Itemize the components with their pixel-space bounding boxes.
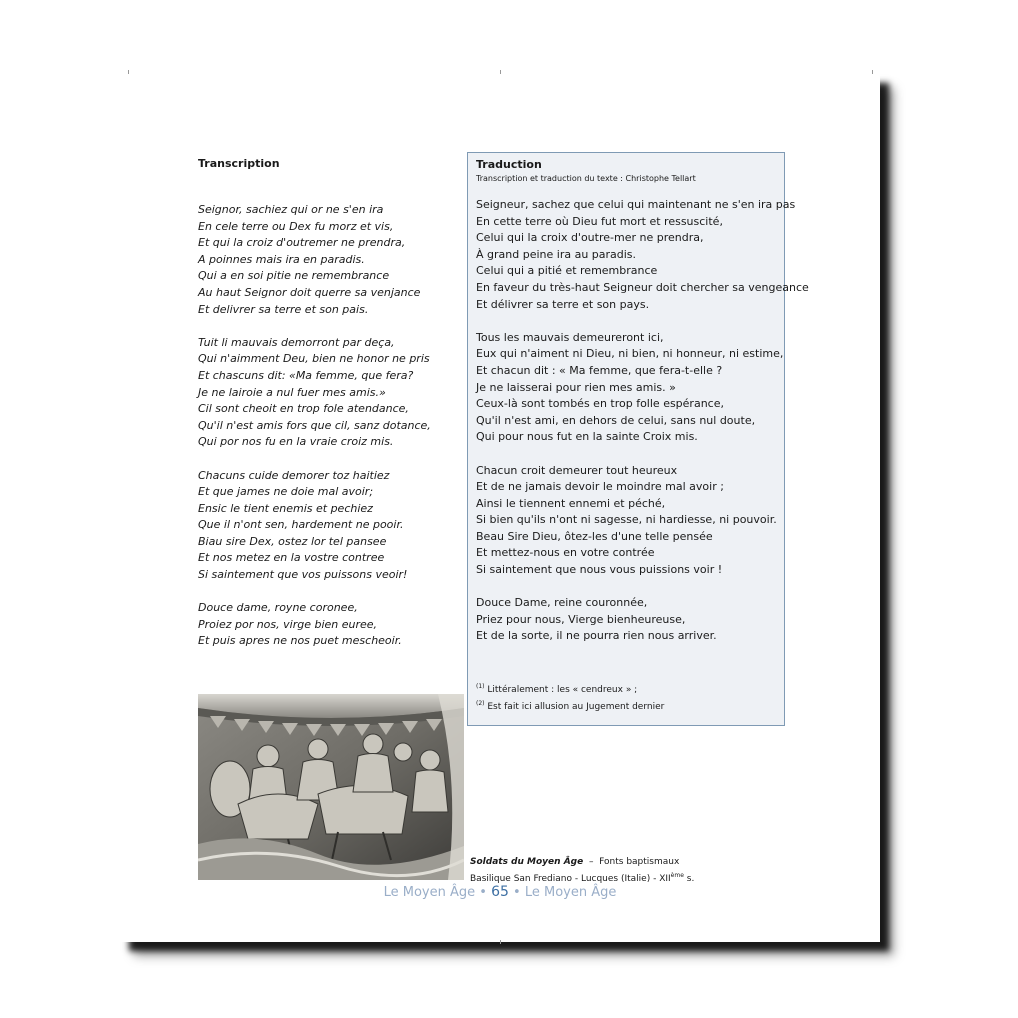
book-page	[120, 74, 880, 942]
verse-line: En cette terre où Dieu fut mort et ressuscité,	[476, 214, 723, 228]
verse-line: Cil sont cheoit en trop fole atendance,	[198, 402, 409, 416]
verse-line: Biau sire Dex, ostez lor tel pansee	[198, 534, 387, 548]
verse-line: Et mettez-nous en votre contrée	[476, 546, 655, 560]
caption-title: Soldats du Moyen Âge	[470, 857, 584, 867]
verse-line: Et de ne jamais devoir le moindre mal avoir ;	[476, 480, 724, 494]
verse-line: Je ne laisserai pour rien mes amis. »	[476, 380, 676, 394]
caption-line1: Fonts baptismaux	[599, 857, 680, 867]
verse-line: Douce Dame, reine couronnée,	[476, 596, 648, 610]
verse-line: Eux qui n'aiment ni Dieu, ni bien, ni honneur, ni estime,	[476, 347, 784, 361]
crop-mark	[872, 70, 873, 74]
footnotes	[476, 680, 780, 714]
verse-line: Qu'il n'est ami, en dehors de celui, sans nul doute,	[476, 413, 756, 427]
verse-line: Si saintement que nous vous puissions voir !	[476, 563, 723, 577]
caption-sup: ème	[670, 872, 684, 879]
footer-separator: •	[513, 885, 521, 900]
verse-line: Qui pour nous fut en la sainte Croix mis.	[476, 430, 698, 444]
verse-line: Qui por nos fu en la vraie croiz mis.	[198, 435, 394, 449]
footnote-mark: (1)	[476, 683, 485, 690]
verse-line: Douce dame, royne coronee,	[198, 601, 358, 615]
caption-line2: Basilique San Frediano - Lucques (Italie) - XII	[470, 874, 671, 884]
photo-caption	[470, 856, 770, 886]
verse-line: Si saintement que vos puissons veoir!	[198, 568, 408, 582]
caption-dash: –	[588, 857, 594, 867]
verse-line: Et chacun dit : « Ma femme, que fera-t-elle ?	[476, 363, 723, 377]
verse-line: A poinnes mais ira en paradis.	[198, 252, 365, 266]
translation-box	[467, 152, 809, 726]
verse-line: Beau Sire Dieu, ôtez-les d'une telle pensée	[476, 529, 713, 543]
footnote-mark: (2)	[476, 700, 485, 707]
verse-line: Et chascuns dit: «Ma femme, que fera?	[198, 368, 414, 382]
verse-line: Et de la sorte, il ne pourra rien nous arriver.	[476, 629, 717, 643]
verse-line: Seignor, sachiez qui or ne s'en ira	[198, 203, 384, 216]
translation-heading: Traduction	[476, 158, 542, 171]
verse-line: Et delivrer sa terre et son pais.	[198, 302, 369, 316]
verse-line: Et délivrer sa terre et son pays.	[476, 297, 650, 311]
stone-relief-illustration	[198, 694, 464, 880]
verse-line: Et que james ne doie mal avoir;	[198, 485, 374, 499]
verse-line: Ainsi le tiennent ennemi et péché,	[476, 496, 666, 510]
verse-line: Chacuns cuide demorer toz haitiez	[198, 468, 390, 482]
stanza	[198, 600, 448, 650]
stanza	[198, 202, 448, 318]
verse-line: Celui qui la croix d'outre-mer ne prendra,	[476, 231, 704, 245]
verse-line: En cele terre ou Dex fu morz et vis,	[198, 219, 394, 233]
verse-line: Chacun croit demeurer tout heureux	[476, 463, 678, 477]
verse-line: Ensic le tient enemis et pechiez	[198, 501, 373, 515]
footnote-text: Est fait ici allusion au Jugement dernier	[487, 702, 665, 712]
verse-line: Proiez por nos, virge bien euree,	[198, 617, 378, 631]
verse-line: En faveur du très-haut Seigneur doit chercher sa vengeance	[476, 280, 809, 294]
stanza	[476, 595, 780, 645]
verse-line: Qu'il n'est amis fors que cil, sanz dotance,	[198, 418, 431, 432]
verse-line: Au haut Seignor doit querre sa venjance	[198, 285, 421, 299]
verse-line: À grand peine ira au paradis.	[476, 247, 637, 261]
footnote-text: Littéralement : les « cendreux » ;	[487, 685, 638, 695]
stanza	[198, 468, 448, 584]
baptismal-font-photo	[198, 694, 464, 880]
stanza	[476, 197, 809, 313]
page-footer	[120, 884, 880, 900]
footnote	[476, 697, 780, 714]
verse-line: Ceux-là sont tombés en trop folle espérance,	[476, 397, 724, 411]
verse-line: Seigneur, sachez que celui qui maintenant ne s'en ira pas	[476, 198, 796, 211]
verse-line: Qui n'aimment Deu, bien ne honor ne pris	[198, 352, 430, 366]
stanza	[198, 335, 448, 451]
verse-line: Si bien qu'ils n'ont ni sagesse, ni hardiesse, ni pouvoir.	[476, 513, 777, 527]
stanza	[476, 463, 780, 579]
footer-separator: •	[479, 885, 487, 900]
verse-line: Et nos metez en la vostre contree	[198, 551, 385, 565]
crop-mark	[128, 70, 129, 74]
page-number: 65	[491, 884, 509, 900]
crop-mark	[500, 940, 501, 944]
verse-line: Celui qui a pitié et remembrance	[476, 264, 658, 278]
verse-line: Tuit li mauvais demorront par deça,	[198, 335, 395, 349]
verse-line: Que il n'ont sen, hardement ne pooir.	[198, 518, 404, 532]
caption-suffix: s.	[683, 874, 695, 884]
verse-line: Et qui la croiz d'outremer ne prendra,	[198, 236, 406, 250]
footer-left-text: Le Moyen Âge	[383, 885, 476, 900]
transcription-column	[198, 156, 448, 667]
verse-line: Et puis apres ne nos puet mescheoir.	[198, 634, 402, 648]
verse-line: Priez pour nous, Vierge bienheureuse,	[476, 612, 686, 626]
verse-line: Je ne lairoie a nul fuer mes amis.»	[198, 385, 386, 399]
verse-line: Tous les mauvais demeureront ici,	[476, 330, 664, 344]
transcription-poem	[198, 202, 448, 650]
translation-credit: Transcription et traduction du texte : Christophe Tellart	[476, 174, 696, 183]
translation-poem	[476, 197, 809, 645]
crop-mark	[500, 70, 501, 74]
stanza	[476, 330, 784, 446]
footnote	[476, 680, 780, 697]
footer-right-text: Le Moyen Âge	[524, 885, 617, 900]
verse-line: Qui a en soi pitie ne remembrance	[198, 269, 390, 283]
transcription-heading: Transcription	[198, 157, 280, 170]
